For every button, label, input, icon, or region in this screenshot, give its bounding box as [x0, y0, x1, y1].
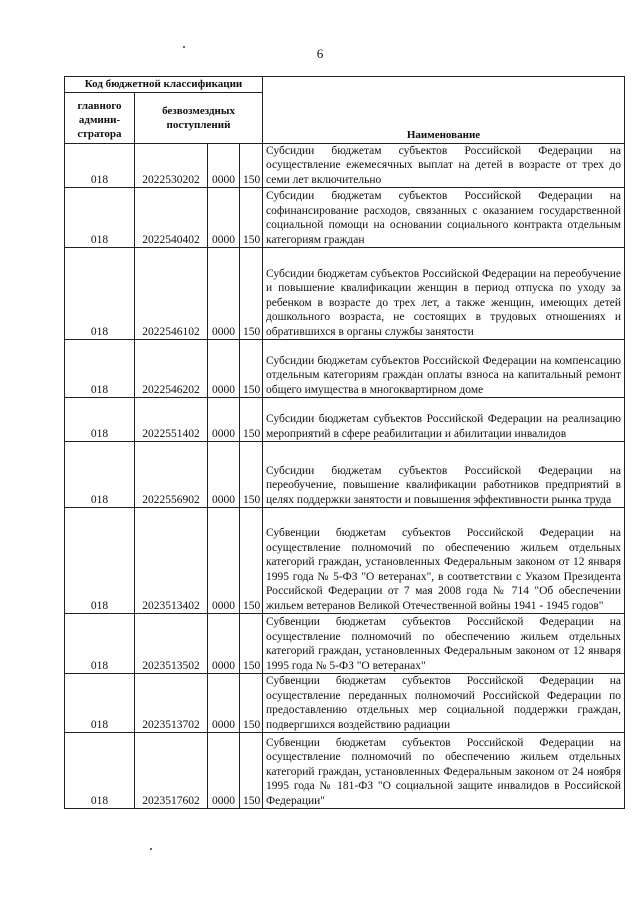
kind-code-cell: 150	[240, 188, 263, 248]
income-code-cell: 2022540402	[135, 188, 208, 248]
kind-code-cell: 150	[240, 248, 263, 340]
table-row	[65, 674, 625, 733]
income-code-cell: 2022530202	[135, 143, 208, 188]
name-cell: Субвенции бюджетам субъектов Российской Федерации на осуществление полномочий по обеспечению жильем отдельных категорий граждан, установленных Федеральным законом от 12 января 1995 года № 5-ФЗ "О ветеранах", в соответствии с Указом Президента Российской Федерации от 7 мая 2008 года № 714 "Об обеспечении жильем ветеранов Великой Отечественной войны 1941 - 1945 годов"	[263, 508, 625, 614]
name-cell: Субсидии бюджетам субъектов Российской Федерации на переобучение и повышение квалификации женщин в период отпуска по уходу за ребенком в возрасте до трех лет, а также женщин, имеющих детей дошкольного возраста, не состоящих в трудовых отношениях и обратившихся в органы службы занятости	[263, 248, 625, 340]
admin-code-cell: 018	[65, 188, 135, 248]
kind-code-cell: 150	[240, 614, 263, 674]
admin-code-cell: 018	[65, 442, 135, 508]
scan-speck	[150, 848, 152, 850]
subprogram-code-cell: 0000	[208, 398, 240, 442]
income-code-cell: 2023513402	[135, 508, 208, 614]
admin-code-cell: 018	[65, 398, 135, 442]
table-row	[65, 340, 625, 398]
kind-code-cell: 150	[240, 508, 263, 614]
subprogram-code-cell: 0000	[208, 674, 240, 733]
kind-code-cell: 150	[240, 143, 263, 188]
table-row	[65, 733, 625, 809]
subprogram-code-cell: 0000	[208, 143, 240, 188]
kind-code-cell: 150	[240, 674, 263, 733]
subprogram-code-cell: 0000	[208, 188, 240, 248]
subprogram-code-cell: 0000	[208, 614, 240, 674]
name-cell: Субвенции бюджетам субъектов Российской Федерации на осуществление полномочий по обеспечению жильем отдельных категорий граждан, установленных Федеральным законом от 24 ноября 1995 года № 181-ФЗ "О социальной защите инвалидов в Российской Федерации"	[263, 733, 625, 809]
income-code-cell: 2022551402	[135, 398, 208, 442]
table-row	[65, 508, 625, 614]
name-cell: Субвенции бюджетам субъектов Российской Федерации на осуществление переданных полномочий Российской Федерации по предоставлению отдельных мер социальной поддержки граждан, подвергшихся воздействию радиации	[263, 674, 625, 733]
admin-code-cell: 018	[65, 614, 135, 674]
name-cell: Субсидии бюджетам субъектов Российской Федерации на осуществление ежемесячных выплат на детей в возрасте от трех до семи лет включительно	[263, 143, 625, 188]
admin-code-cell: 018	[65, 674, 135, 733]
admin-code-cell: 018	[65, 733, 135, 809]
admin-code-cell: 018	[65, 143, 135, 188]
admin-code-cell: 018	[65, 340, 135, 398]
income-code-cell: 2022546102	[135, 248, 208, 340]
table-row	[65, 442, 625, 508]
income-code-cell: 2023517602	[135, 733, 208, 809]
name-cell: Субсидии бюджетам субъектов Российской Федерации на реализацию мероприятий в сфере реабилитации и абилитации инвалидов	[263, 398, 625, 442]
page-number: 6	[316, 46, 324, 61]
header-income: безвозмездных поступлений	[135, 92, 263, 143]
name-cell: Субсидии бюджетам субъектов Российской Федерации на софинансирование расходов, связанных с оказанием государственной социальной помощи на основании социального контракта отдельным категориям граждан	[263, 188, 625, 248]
admin-code-cell: 018	[65, 508, 135, 614]
admin-code-cell: 018	[65, 248, 135, 340]
subprogram-code-cell: 0000	[208, 508, 240, 614]
header-admin: главного админи-стратора	[65, 92, 135, 143]
table-row	[65, 614, 625, 674]
income-code-cell: 2022546202	[135, 340, 208, 398]
table-row	[65, 188, 625, 248]
kind-code-cell: 150	[240, 733, 263, 809]
kind-code-cell: 150	[240, 442, 263, 508]
table-row	[65, 143, 625, 188]
header-code-group: Код бюджетной классификации	[65, 77, 263, 93]
income-code-cell: 2023513502	[135, 614, 208, 674]
subprogram-code-cell: 0000	[208, 340, 240, 398]
income-code-cell: 2022556902	[135, 442, 208, 508]
name-cell: Субвенции бюджетам субъектов Российской Федерации на осуществление полномочий по обеспечению жильем отдельных категорий граждан, установленных Федеральным законом от 12 января 1995 года № 5-ФЗ "О ветеранах"	[263, 614, 625, 674]
income-code-cell: 2023513702	[135, 674, 208, 733]
subprogram-code-cell: 0000	[208, 248, 240, 340]
table-row	[65, 248, 625, 340]
budget-classification-table	[64, 76, 625, 809]
table-row	[65, 398, 625, 442]
subprogram-code-cell: 0000	[208, 733, 240, 809]
scan-speck	[183, 46, 185, 48]
name-cell: Субсидии бюджетам субъектов Российской Федерации на компенсацию отдельным категориям граждан оплаты взноса на капитальный ремонт общего имущества в многоквартирном доме	[263, 340, 625, 398]
name-cell: Субсидии бюджетам субъектов Российской Федерации на переобучение, повышение квалификации работников предприятий в целях поддержки занятости и повышения эффективности рынка труда	[263, 442, 625, 508]
kind-code-cell: 150	[240, 340, 263, 398]
subprogram-code-cell: 0000	[208, 442, 240, 508]
kind-code-cell: 150	[240, 398, 263, 442]
header-name: Наименование	[263, 77, 625, 144]
